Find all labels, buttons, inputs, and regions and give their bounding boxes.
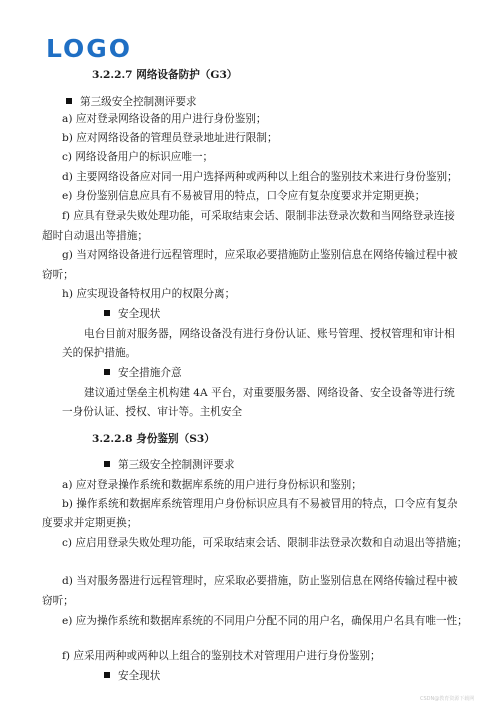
bullet-current-status-2 [104,669,160,683]
list-item-a-2: a) 应对登录操作系统和数据库系统的用户进行身份标识和鉴别； [62,479,362,491]
bullet-label: 安全现状 [118,670,161,682]
list-item-c-2: c) 应启用登录失败处理功能，可采取结束会话、限制非法登录次数和自动退出等措施； [62,537,468,549]
bullet-measures [104,366,182,380]
list-item-b: b) 应对网络设备的管理员登录地址进行限制； [62,132,278,144]
list-item-e: e) 身份鉴别信息应具有不易被冒用的特点，口令应有复杂度要求并定期更换； [62,190,426,202]
list-item-d: d) 主要网络设备应对同一用户选择两种或两种以上组合的鉴别技术来进行身份鉴别； [62,171,458,183]
list-item-g: g) 当对网络设备进行远程管理时，应采取必要措施防止鉴别信息在网络传输过程中被 [62,249,458,261]
watermark-footer: CSDN@教育资源下载网 [420,696,475,702]
list-item-f-continued: 超时自动退出等措施； [42,230,148,242]
paragraph-measures-line1: 建议通过堡垒主机构建 4A 平台，对重要服务器、网络设备、安全设备等进行统 [84,387,455,399]
list-item-d-2: d) 当对服务器进行远程管理时，应采取必要措施，防止鉴别信息在网络传输过程中被 [62,575,458,587]
list-item-b-2: b) 操作系统和数据库系统管理用户身份标识应具有不易被冒用的特点，口令应有复杂 [62,498,458,510]
list-item-a: a) 应对登录网络设备的用户进行身份鉴别； [62,113,267,125]
square-bullet-icon [104,461,110,467]
list-item-d-2-continued: 窃听； [42,595,74,607]
list-item-g-continued: 窃听； [42,269,74,281]
square-bullet-icon [104,310,110,316]
paragraph-measures-line2: 一身份认证、授权、审计等。主机安全 [62,406,243,418]
list-item-e-2: e) 应为操作系统和数据库系统的不同用户分配不同的用户名，确保用户名具有唯一性； [62,615,468,627]
paragraph-status-line1: 电台目前对服务器，网络设备没有进行身份认证、账号管理、授权管理和审计相 [84,328,455,340]
bullet-label: 安全措施介意 [118,367,182,379]
square-bullet-icon [66,98,72,104]
paragraph-status-line2: 关的保护措施。 [62,347,137,359]
list-item-c: c) 网络设备用户的标识应唯一； [62,151,214,163]
logo: LOGO [46,34,133,63]
bullet-requirements-2 [104,458,235,472]
bullet-label: 安全现状 [118,308,161,320]
bullet-current-status [104,307,160,321]
bullet-requirements [66,95,197,109]
section-heading-3-2-2-8: 3.2.2.8 身份鉴别（S3） [92,433,215,445]
bullet-label: 第三级安全控制测评要求 [80,96,197,108]
square-bullet-icon [104,672,110,678]
bullet-label: 第三级安全控制测评要求 [118,459,235,471]
section-heading-3-2-2-7: 3.2.2.7 网络设备防护（G3） [92,69,238,81]
list-item-f-2: f) 应采用两种或两种以上组合的鉴别技术对管理用户进行身份鉴别； [62,650,381,662]
list-item-b-2-continued: 度要求并定期更换； [42,517,138,529]
list-item-f: f) 应具有登录失败处理功能，可采取结束会话、限制非法登录次数和当网络登录连接 [62,210,455,222]
list-item-h: h) 应实现设备特权用户的权限分离； [62,288,236,300]
square-bullet-icon [104,369,110,375]
